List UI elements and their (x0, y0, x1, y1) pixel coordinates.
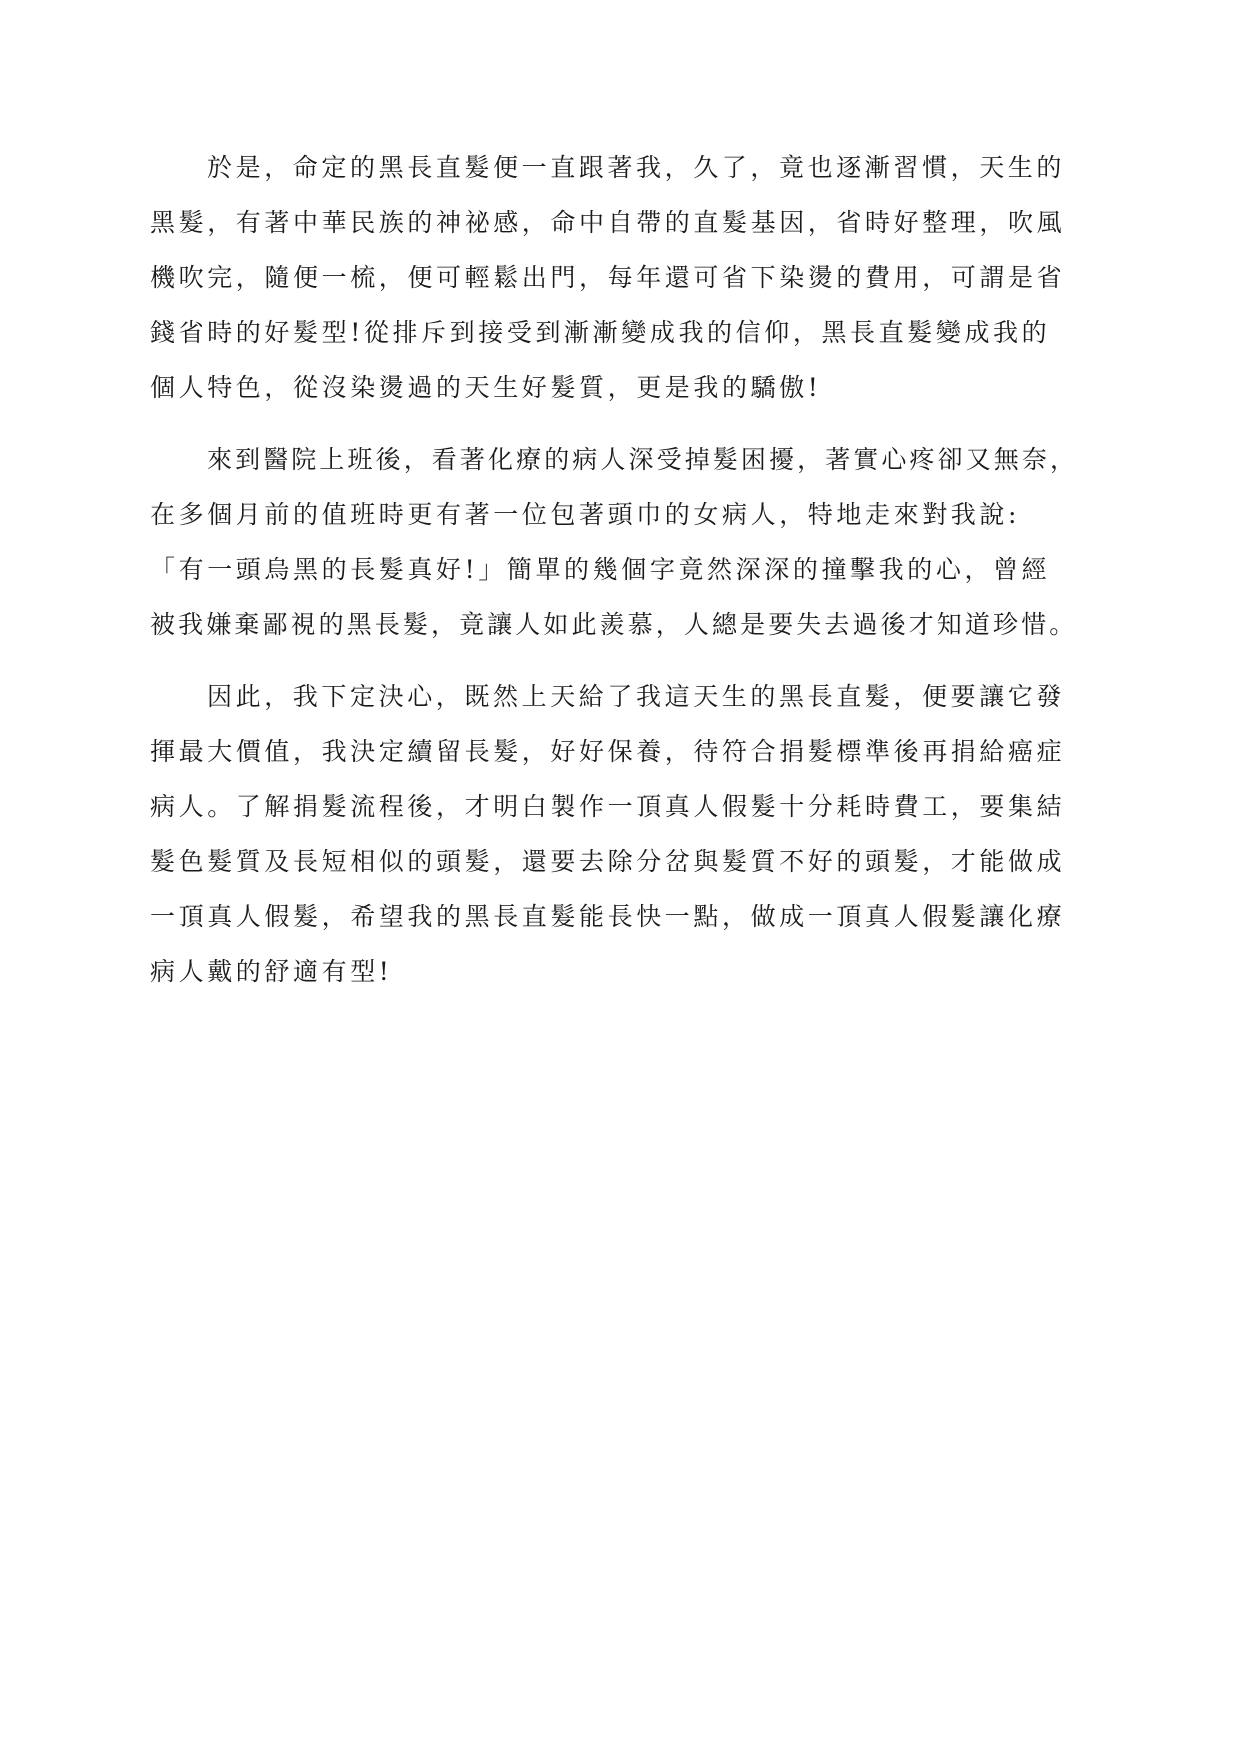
text-line: 一頂真人假髮，希望我的黑長直髮能長快一點，做成一頂真人假髮讓化療 (150, 902, 1066, 931)
text-line: 於是，命定的黑長直髮便一直跟著我，久了，竟也逐漸習慣，天生的 (207, 153, 1066, 182)
text-line: 揮最大價值，我決定續留長髮，好好保養，待符合捐髮標準後再捐給癌症 (150, 737, 1066, 766)
text-line: 被我嫌棄鄙視的黑長髮，竟讓人如此羨慕，人總是要失去過後才知道珍惜。 (150, 610, 1078, 639)
text-line: 在多個月前的值班時更有著一位包著頭巾的女病人，特地走來對我說: (150, 500, 1021, 529)
text-line: 錢省時的好髮型!從排斥到接受到漸漸變成我的信仰，黑長直髮變成我的 (150, 318, 1051, 347)
text-line: 病人。了解捐髮流程後，才明白製作一頂真人假髮十分耗時費工，要集結 (150, 792, 1066, 821)
text-line: 髮色髮質及長短相似的頭髮，還要去除分岔與髮質不好的頭髮，才能做成 (150, 847, 1066, 876)
text-line: 來到醫院上班後，看著化療的病人深受掉髮困擾，著實心疼卻又無奈， (207, 445, 1079, 474)
text-line: 個人特色，從沒染燙過的天生好髮質，更是我的驕傲! (150, 373, 822, 402)
text-line: 因此，我下定決心，既然上天給了我這天生的黑長直髮，便要讓它發 (207, 682, 1066, 711)
text-line: 黑髮，有著中華民族的神祕感，命中自帶的直髮基因，省時好整理，吹風 (150, 208, 1066, 237)
text-line: 「有一頭烏黑的長髮真好!」簡單的幾個字竟然深深的撞擊我的心，曾經 (150, 555, 1051, 584)
text-line: 病人戴的舒適有型! (150, 957, 393, 986)
text-line: 機吹完，隨便一梳，便可輕鬆出門，每年還可省下染燙的費用，可謂是省 (150, 263, 1066, 292)
